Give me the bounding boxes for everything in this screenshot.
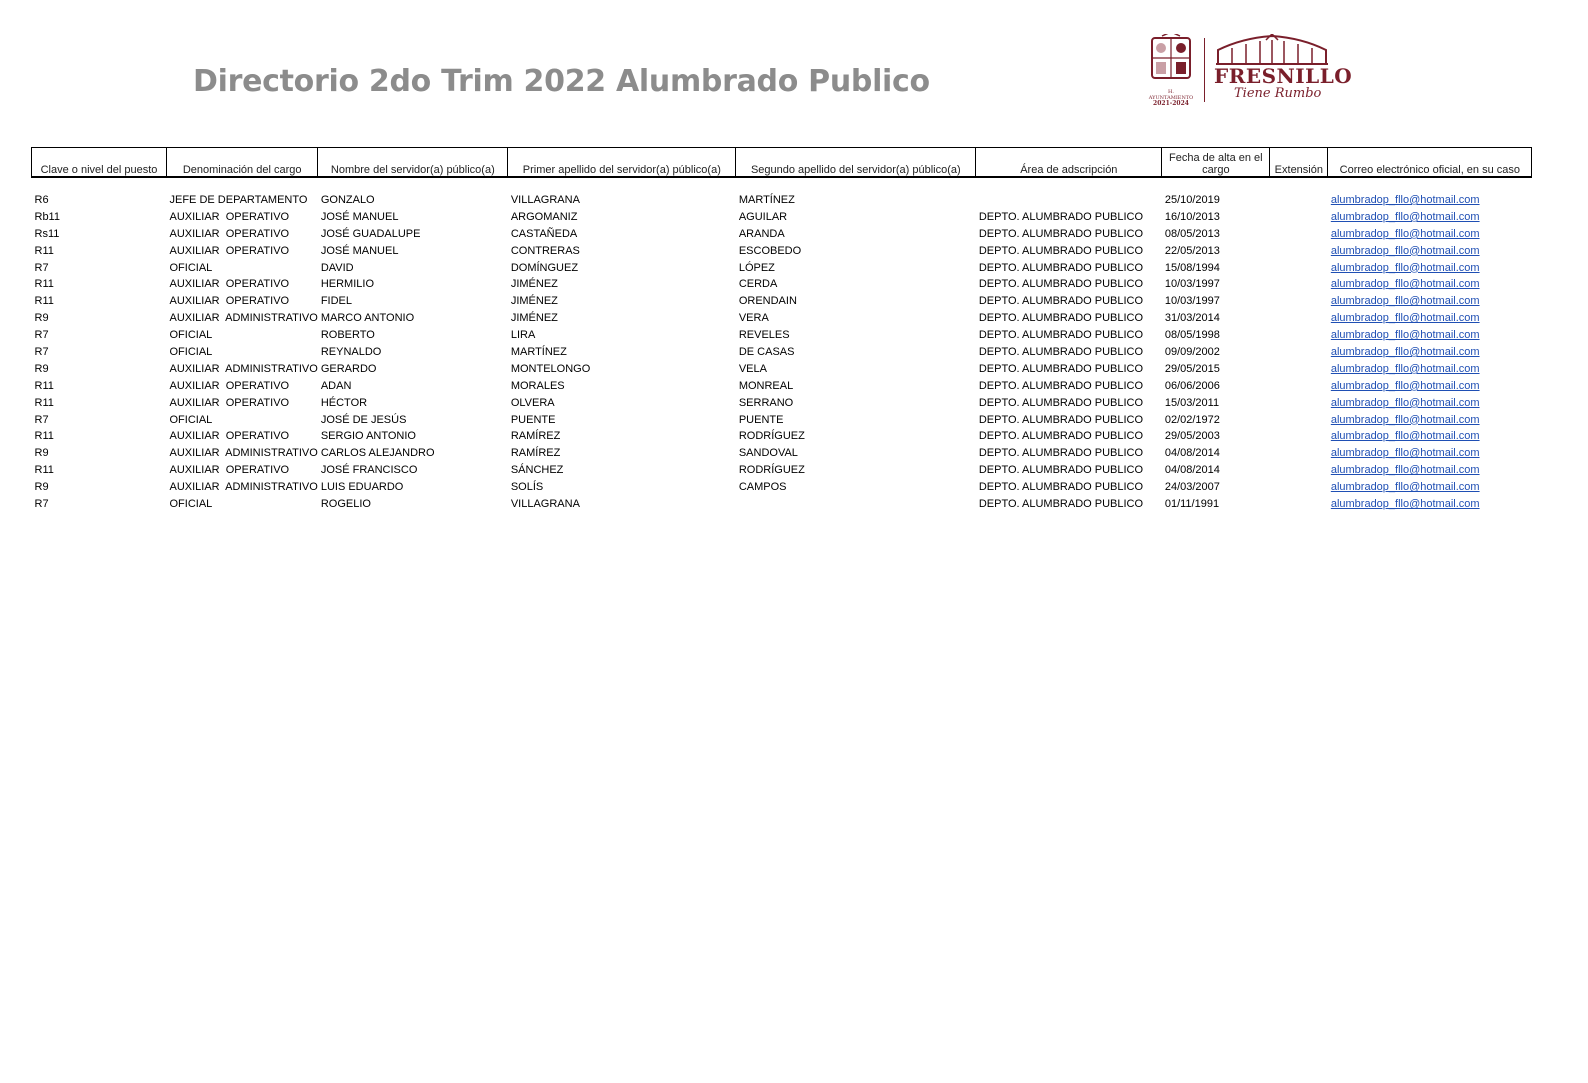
email-link[interactable]: alumbradop_fllo@hotmail.com (1330, 481, 1480, 494)
cell-cargo: AUXILIAR ADMINISTRATIVO (169, 447, 318, 460)
cell-segundo-apellido: DE CASAS (738, 346, 795, 359)
table-row (32, 493, 1532, 510)
cell-segundo-apellido: MONREAL (738, 379, 794, 392)
cell-cargo: OFICIAL (169, 413, 213, 426)
coat-of-arms-icon (1146, 34, 1196, 88)
cell-primer-apellido: DOMÍNGUEZ (510, 261, 579, 274)
cell-fecha: 02/02/1972 (1164, 413, 1220, 426)
cell-segundo-apellido: RODRÍGUEZ (738, 464, 805, 477)
cell-primer-apellido: SÁNCHEZ (510, 464, 564, 477)
table-row (32, 358, 1532, 375)
cell-extension (1270, 409, 1328, 426)
cell-primer-apellido: JIMÉNEZ (510, 312, 558, 325)
cell-primer-apellido: VILLAGRANA (510, 194, 580, 206)
cell-clave: R9 (34, 481, 49, 494)
cell-extension (1270, 426, 1328, 443)
cell-primer-apellido: CONTRERAS (510, 244, 580, 257)
cell-segundo-apellido: RODRÍGUEZ (738, 430, 805, 443)
cell-nombre: MARCO ANTONIO (320, 312, 415, 325)
email-link[interactable]: alumbradop_fllo@hotmail.com (1330, 194, 1480, 206)
cell-area: DEPTO. ALUMBRADO PUBLICO (978, 210, 1144, 223)
table-row (32, 409, 1532, 426)
cell-correo (1328, 240, 1532, 257)
email-link[interactable]: alumbradop_fllo@hotmail.com (1330, 430, 1480, 443)
email-link[interactable]: alumbradop_fllo@hotmail.com (1330, 261, 1480, 274)
cell-fecha: 24/03/2007 (1164, 481, 1220, 494)
cell-primer-apellido: JIMÉNEZ (510, 278, 558, 291)
cell-nombre: HERMILIO (320, 278, 375, 291)
cell-clave: R7 (34, 498, 49, 511)
cell-extension (1270, 274, 1328, 291)
cell-extension (1270, 459, 1328, 476)
cell-correo (1328, 392, 1532, 409)
cell-extension (1270, 392, 1328, 409)
cell-area: DEPTO. ALUMBRADO PUBLICO (978, 295, 1144, 308)
cell-fecha: 04/08/2014 (1164, 447, 1220, 460)
cell-segundo-apellido: REVELES (738, 329, 790, 342)
cell-segundo-apellido: LÓPEZ (738, 261, 775, 274)
cell-fecha: 01/11/1991 (1164, 498, 1220, 511)
cell-correo (1328, 223, 1532, 240)
cell-segundo-apellido (736, 493, 976, 510)
cell-segundo-apellido: VELA (738, 362, 767, 375)
cell-clave: R11 (34, 278, 54, 291)
cell-clave: R6 (34, 194, 49, 206)
cell-nombre: HÉCTOR (320, 396, 368, 409)
cell-clave: R9 (34, 312, 49, 325)
cell-area: DEPTO. ALUMBRADO PUBLICO (978, 430, 1144, 443)
header-correo: Correo electrónico oficial, en su caso (1328, 148, 1532, 178)
cell-correo (1328, 358, 1532, 375)
table-row (32, 426, 1532, 443)
cell-segundo-apellido: ARANDA (738, 227, 785, 240)
cell-nombre: REYNALDO (320, 346, 382, 359)
cell-cargo: OFICIAL (169, 329, 213, 342)
email-link[interactable]: alumbradop_fllo@hotmail.com (1330, 447, 1480, 460)
cell-extension (1270, 290, 1328, 307)
cell-fecha: 10/03/1997 (1164, 278, 1220, 291)
cell-area: DEPTO. ALUMBRADO PUBLICO (978, 227, 1144, 240)
cell-clave: Rb11 (34, 210, 60, 223)
cell-correo (1328, 257, 1532, 274)
cell-area: DEPTO. ALUMBRADO PUBLICO (978, 481, 1144, 494)
cell-primer-apellido: JIMÉNEZ (510, 295, 558, 308)
cell-fecha: 10/03/1997 (1164, 295, 1220, 308)
cell-extension (1270, 341, 1328, 358)
cell-primer-apellido: PUENTE (510, 413, 556, 426)
cell-nombre: JOSÉ MANUEL (320, 244, 399, 257)
cell-clave: R11 (34, 464, 54, 477)
cell-cargo: AUXILIAR OPERATIVO (169, 227, 290, 240)
cell-primer-apellido: CASTAÑEDA (510, 227, 578, 240)
table-row (32, 392, 1532, 409)
header-area: Área de adscripción (976, 148, 1162, 178)
cell-extension (1270, 257, 1328, 274)
cell-clave: Rs11 (34, 227, 60, 240)
cell-segundo-apellido: CERDA (738, 278, 778, 291)
table-row (32, 324, 1532, 341)
cell-nombre: JOSÉ GUADALUPE (320, 227, 421, 240)
cell-clave: R11 (34, 244, 54, 257)
table-row (32, 476, 1532, 493)
cell-primer-apellido: MARTÍNEZ (510, 346, 567, 359)
cell-cargo: AUXILIAR ADMINISTRATIVO (169, 362, 318, 375)
cell-correo (1328, 290, 1532, 307)
logo-divider (1204, 38, 1205, 102)
cell-primer-apellido: RAMÍREZ (510, 447, 561, 460)
cell-fecha: 29/05/2015 (1164, 362, 1220, 375)
cell-segundo-apellido: CAMPOS (738, 481, 787, 494)
header-cargo: Denominación del cargo (167, 148, 318, 178)
email-link[interactable]: alumbradop_fllo@hotmail.com (1330, 244, 1480, 257)
cell-correo (1328, 442, 1532, 459)
cell-clave: R9 (34, 362, 49, 375)
cell-nombre: JOSÉ DE JESÚS (320, 413, 407, 426)
cell-segundo-apellido: MARTÍNEZ (738, 194, 795, 206)
email-link[interactable]: alumbradop_fllo@hotmail.com (1330, 227, 1480, 240)
table-row (32, 240, 1532, 257)
cell-area: DEPTO. ALUMBRADO PUBLICO (978, 261, 1144, 274)
cell-nombre: SERGIO ANTONIO (320, 430, 416, 443)
email-link[interactable]: alumbradop_fllo@hotmail.com (1330, 312, 1480, 325)
brand-tagline: Tiene Rumbo (1234, 86, 1322, 101)
cell-nombre: GONZALO (320, 194, 375, 206)
cell-extension (1270, 206, 1328, 223)
table-row (32, 307, 1532, 324)
cell-area: DEPTO. ALUMBRADO PUBLICO (978, 396, 1144, 409)
table-row (32, 442, 1532, 459)
cell-cargo: OFICIAL (169, 261, 213, 274)
cell-correo (1328, 426, 1532, 443)
email-link[interactable]: alumbradop_fllo@hotmail.com (1330, 413, 1480, 426)
cell-nombre: ROGELIO (320, 498, 371, 511)
cell-cargo: AUXILIAR ADMINISTRATIVO (169, 312, 318, 325)
table-row (32, 274, 1532, 291)
cell-cargo: AUXILIAR ADMINISTRATIVO (169, 481, 318, 494)
cell-fecha: 15/03/2011 (1164, 396, 1220, 409)
cell-nombre: JOSÉ FRANCISCO (320, 464, 418, 477)
table-row (32, 223, 1532, 240)
table-row (32, 341, 1532, 358)
cell-fecha: 08/05/1998 (1164, 329, 1220, 342)
cell-extension (1270, 177, 1328, 206)
cell-nombre: GERARDO (320, 362, 377, 375)
cell-correo (1328, 375, 1532, 392)
cell-area: DEPTO. ALUMBRADO PUBLICO (978, 498, 1144, 511)
cell-primer-apellido: ARGOMANIZ (510, 210, 578, 223)
header-extension: Extensión (1270, 148, 1328, 178)
cell-area: DEPTO. ALUMBRADO PUBLICO (978, 329, 1144, 342)
email-link[interactable]: alumbradop_fllo@hotmail.com (1330, 396, 1480, 409)
cell-extension (1270, 442, 1328, 459)
cell-segundo-apellido: SERRANO (738, 396, 794, 409)
table-row (32, 375, 1532, 392)
cell-fecha: 09/09/2002 (1164, 346, 1220, 359)
cell-correo (1328, 177, 1532, 206)
table-header-row (32, 148, 1532, 178)
cell-fecha: 29/05/2003 (1164, 430, 1220, 443)
header-primer-apellido: Primer apellido del servidor(a) público(a) (508, 148, 736, 178)
cell-correo (1328, 206, 1532, 223)
cell-correo (1328, 459, 1532, 476)
header-fecha: Fecha de alta en el cargo (1162, 148, 1270, 178)
cell-extension (1270, 493, 1328, 510)
header-nombre: Nombre del servidor(a) público(a) (318, 148, 508, 178)
cell-nombre: FIDEL (320, 295, 353, 308)
cell-fecha: 15/08/1994 (1164, 261, 1220, 274)
cell-segundo-apellido: ORENDAIN (738, 295, 797, 308)
cell-area: DEPTO. ALUMBRADO PUBLICO (978, 447, 1144, 460)
cell-cargo: AUXILIAR OPERATIVO (169, 396, 290, 409)
cell-correo (1328, 341, 1532, 358)
cell-extension (1270, 375, 1328, 392)
email-link[interactable]: alumbradop_fllo@hotmail.com (1330, 498, 1480, 511)
cell-cargo: AUXILIAR OPERATIVO (169, 379, 290, 392)
cell-correo (1328, 493, 1532, 510)
cell-correo (1328, 274, 1532, 291)
cell-cargo: OFICIAL (169, 346, 213, 359)
cell-extension (1270, 324, 1328, 341)
cell-nombre: DAVID (320, 261, 354, 274)
cell-primer-apellido: VILLAGRANA (510, 498, 580, 511)
cell-area (976, 177, 1162, 206)
cell-primer-apellido: RAMÍREZ (510, 430, 561, 443)
cell-area: DEPTO. ALUMBRADO PUBLICO (978, 413, 1144, 426)
cell-cargo: AUXILIAR OPERATIVO (169, 464, 290, 477)
cell-extension (1270, 223, 1328, 240)
cell-cargo: AUXILIAR OPERATIVO (169, 244, 290, 257)
cell-correo (1328, 307, 1532, 324)
cell-fecha: 25/10/2019 (1164, 194, 1220, 206)
cell-extension (1270, 476, 1328, 493)
cell-cargo: OFICIAL (169, 498, 213, 511)
cell-nombre: CARLOS ALEJANDRO (320, 447, 435, 460)
cell-primer-apellido: LIRA (510, 329, 536, 342)
cell-nombre: LUIS EDUARDO (320, 481, 404, 494)
cell-correo (1328, 476, 1532, 493)
email-link[interactable]: alumbradop_fllo@hotmail.com (1330, 329, 1480, 342)
cell-correo (1328, 324, 1532, 341)
cell-primer-apellido: OLVERA (510, 396, 555, 409)
cell-fecha: 04/08/2014 (1164, 464, 1220, 477)
email-link[interactable]: alumbradop_fllo@hotmail.com (1330, 210, 1480, 223)
table-row (32, 459, 1532, 476)
brand-name: FRESNILLO (1214, 64, 1353, 88)
ayuntamiento-label: H. AYUNTAMIENTO (1148, 89, 1194, 101)
cell-clave: R9 (34, 447, 49, 460)
cell-cargo: AUXILIAR OPERATIVO (169, 295, 290, 308)
cell-nombre: ADAN (320, 379, 352, 392)
cell-clave: R7 (34, 413, 49, 426)
cell-correo (1328, 409, 1532, 426)
cell-area: DEPTO. ALUMBRADO PUBLICO (978, 244, 1144, 257)
table-row (32, 257, 1532, 274)
cell-clave: R11 (34, 379, 54, 392)
cell-cargo: AUXILIAR OPERATIVO (169, 278, 290, 291)
table-row (32, 177, 1532, 206)
header-clave: Clave o nivel del puesto (32, 148, 167, 178)
email-link[interactable]: alumbradop_fllo@hotmail.com (1330, 362, 1480, 375)
table-row (32, 290, 1532, 307)
cell-fecha: 22/05/2013 (1164, 244, 1220, 257)
cell-extension (1270, 307, 1328, 324)
cell-segundo-apellido: ESCOBEDO (738, 244, 802, 257)
cell-nombre: ROBERTO (320, 329, 375, 342)
cell-fecha: 06/06/2006 (1164, 379, 1220, 392)
cell-segundo-apellido: SANDOVAL (738, 447, 798, 460)
cell-extension (1270, 240, 1328, 257)
cell-segundo-apellido: AGUILAR (738, 210, 788, 223)
email-link[interactable]: alumbradop_fllo@hotmail.com (1330, 278, 1480, 291)
cell-fecha: 31/03/2014 (1164, 312, 1220, 325)
cell-area: DEPTO. ALUMBRADO PUBLICO (978, 312, 1144, 325)
municipality-logo (1146, 34, 1353, 107)
cell-clave: R11 (34, 430, 54, 443)
cell-area: DEPTO. ALUMBRADO PUBLICO (978, 379, 1144, 392)
cell-fecha: 16/10/2013 (1164, 210, 1220, 223)
cell-cargo: JEFE DE DEPARTAMENTO (169, 194, 308, 206)
cell-cargo: AUXILIAR OPERATIVO (169, 210, 290, 223)
directory-table (31, 147, 1532, 510)
email-link[interactable]: alumbradop_fllo@hotmail.com (1330, 295, 1480, 308)
cell-primer-apellido: MORALES (510, 379, 565, 392)
cell-segundo-apellido: VERA (738, 312, 769, 325)
cell-segundo-apellido: PUENTE (738, 413, 784, 426)
cell-area: DEPTO. ALUMBRADO PUBLICO (978, 464, 1144, 477)
cell-clave: R11 (34, 295, 54, 308)
cell-cargo: AUXILIAR OPERATIVO (169, 430, 290, 443)
header-segundo-apellido: Segundo apellido del servidor(a) público(a) (736, 148, 976, 178)
cell-fecha: 08/05/2013 (1164, 227, 1220, 240)
period-label: 2021-2024 (1153, 100, 1189, 107)
cell-extension (1270, 358, 1328, 375)
email-link[interactable]: alumbradop_fllo@hotmail.com (1330, 464, 1480, 477)
cell-area: DEPTO. ALUMBRADO PUBLICO (978, 278, 1144, 291)
cell-primer-apellido: SOLÍS (510, 481, 544, 494)
cell-clave: R11 (34, 396, 54, 409)
page-title: Directorio 2do Trim 2022 Alumbrado Publico (193, 64, 930, 99)
cell-clave: R7 (34, 261, 49, 274)
building-icon (1212, 34, 1332, 66)
cell-area: DEPTO. ALUMBRADO PUBLICO (978, 346, 1144, 359)
email-link[interactable]: alumbradop_fllo@hotmail.com (1330, 346, 1480, 359)
email-link[interactable]: alumbradop_fllo@hotmail.com (1330, 379, 1480, 392)
table-row (32, 206, 1532, 223)
cell-area: DEPTO. ALUMBRADO PUBLICO (978, 362, 1144, 375)
cell-primer-apellido: MONTELONGO (510, 362, 591, 375)
cell-clave: R7 (34, 346, 49, 359)
cell-clave: R7 (34, 329, 49, 342)
cell-nombre: JOSÉ MANUEL (320, 210, 399, 223)
